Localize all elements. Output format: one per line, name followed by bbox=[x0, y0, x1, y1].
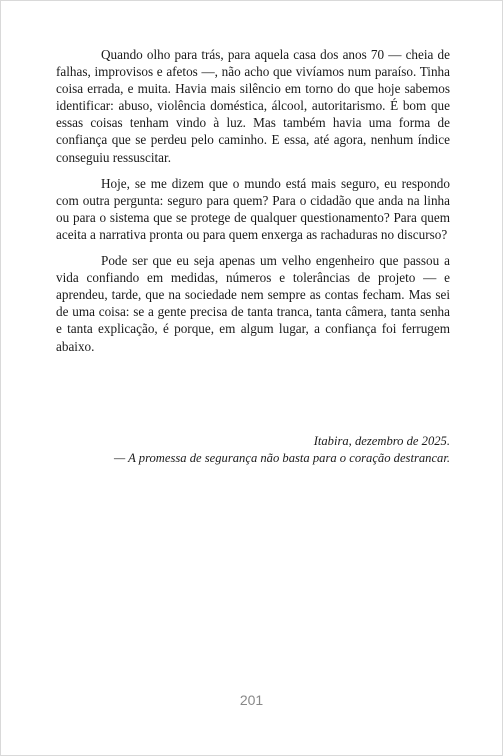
signature-block bbox=[56, 433, 450, 467]
body-text bbox=[56, 46, 450, 364]
signature-epigraph: — A promessa de segurança não basta para o coração destrancar. bbox=[114, 451, 450, 466]
paragraph-1: Quando olho para trás, para aquela casa dos anos 70 — cheia de falhas, improvisos e afetos —, não acho que vivíamos num paraíso. Tinha coisa errada, e muita. Havia mais silêncio em torno do que hoje sabemos identificar: abuso, violência doméstica, álcool, autoritarismo. É bom que essas coisas tenham vindo à luz. Mas também havia uma forma de confiança que se perdeu pelo caminho. E essa, até agora, nenhum índice conseguiu ressuscitar. bbox=[56, 47, 450, 165]
signature-place-date: Itabira, dezembro de 2025. bbox=[313, 434, 450, 448]
paragraph-2: Hoje, se me dizem que o mundo está mais seguro, eu respondo com outra pergunta: seguro para quem? Para o cidadão que anda na linha ou para o sistema que se protege de qualquer questionamento? Para quem aceita a narrativa pronta ou para quem enxerga as rachaduras no discurso? bbox=[56, 175, 450, 242]
page-number: 201 bbox=[239, 692, 264, 708]
paragraph-3: Pode ser que eu seja apenas um velho engenheiro que passou a vida confiando em medidas, números e tolerâncias de projeto — e aprendeu, tarde, que na sociedade nem sempre as contas fecham. Mas sei de uma coisa: se a gente precisa de tanta tranca, tanta câmera, tanta senha e tanta explicação, é porque, em algum lugar, a confiança foi ferrugem abaixo. bbox=[56, 253, 450, 354]
